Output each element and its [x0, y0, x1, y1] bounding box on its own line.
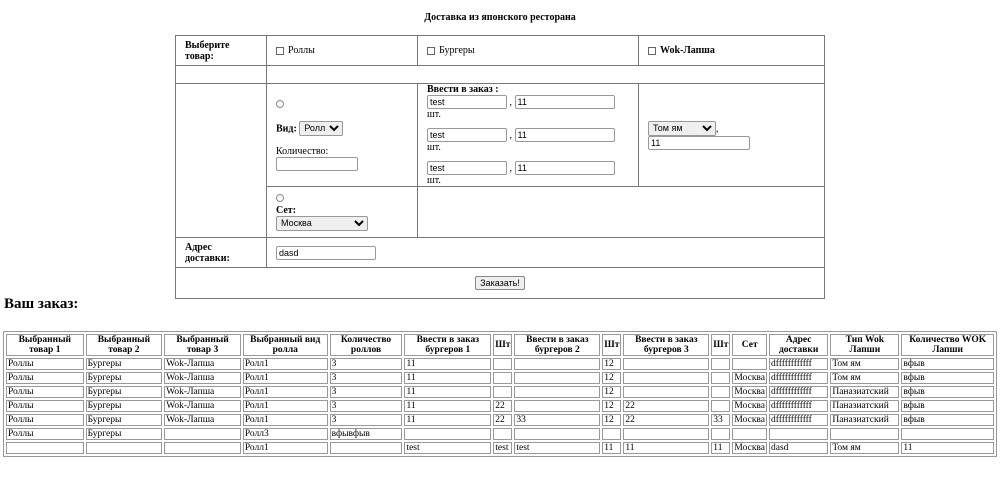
burger-3-name-input[interactable]	[427, 161, 507, 175]
comma: ,	[509, 163, 512, 174]
table-cell: Москва	[734, 373, 766, 383]
wok-type-select[interactable]	[648, 121, 716, 136]
table-cell	[830, 428, 899, 440]
table-cell	[711, 428, 730, 440]
table-cell: dffffffffffff	[769, 372, 828, 384]
table-cell	[514, 428, 600, 440]
table-cell: Wok-Лапша	[164, 400, 241, 412]
comma: ,	[509, 97, 512, 108]
table-cell	[86, 442, 163, 454]
table-cell: Ролл1	[243, 400, 328, 412]
table-cell: Wok-Лапша	[164, 358, 241, 370]
rolls-kind-radio[interactable]	[276, 100, 284, 108]
table-cell: 3	[330, 400, 403, 412]
table-cell: 3	[330, 386, 403, 398]
table-cell: 22	[493, 414, 512, 426]
table-cell: Том ям	[830, 442, 899, 454]
table-cell: Роллы	[6, 400, 84, 412]
rolls-checkbox[interactable]	[276, 47, 284, 55]
table-cell	[769, 428, 828, 440]
table-cell: 33	[514, 414, 600, 426]
table-cell: 12	[602, 400, 621, 412]
table-cell: 12	[602, 386, 621, 398]
table-cell: 22	[623, 414, 709, 426]
table-cell	[732, 358, 767, 370]
empty-cell	[418, 187, 825, 238]
table-cell: Ролл1	[243, 414, 328, 426]
rolls-label: Роллы	[288, 45, 315, 56]
table-cell: 11	[901, 442, 994, 454]
column-header: Шт	[711, 334, 730, 356]
column-header: Ввести в заказ бургеров 2	[514, 334, 600, 356]
column-header: Выбранный вид ролла	[243, 334, 328, 356]
pcs-label: шт.	[427, 175, 441, 186]
table-cell: 11	[404, 358, 491, 370]
table-row	[6, 372, 994, 384]
table-cell: Роллы	[6, 358, 84, 370]
table-cell	[602, 428, 621, 440]
table-cell: Том ям	[830, 372, 899, 384]
qty-label: Количество:	[276, 145, 329, 157]
column-header: Ввести в заказ бургеров 1	[404, 334, 491, 356]
column-header: Шт	[602, 334, 621, 356]
table-cell	[493, 428, 512, 440]
table-cell: 11	[623, 442, 709, 454]
table-cell: Москва	[734, 401, 766, 411]
column-header: Выбранный товар 1	[6, 334, 84, 356]
table-cell: Бургеры	[86, 372, 163, 384]
table-cell: Том ям	[830, 358, 899, 370]
burger-1-name-input[interactable]	[427, 95, 507, 109]
table-cell: вфыв	[901, 414, 994, 426]
table-cell: 22	[623, 400, 709, 412]
burger-2-name-input[interactable]	[427, 128, 507, 142]
product-rolls[interactable]	[267, 36, 418, 66]
table-cell	[164, 428, 241, 440]
table-cell	[901, 428, 994, 440]
column-header: Ввести в заказ бургеров 3	[623, 334, 709, 356]
address-label: Адрес доставки:	[176, 238, 267, 268]
submit-order-button[interactable]: Заказать!	[475, 276, 525, 290]
table-cell: 33	[711, 414, 730, 426]
product-wok[interactable]	[639, 36, 825, 66]
roll-kind-select[interactable]	[299, 121, 343, 136]
table-cell: Wok-Лапша	[164, 386, 241, 398]
table-cell: 11	[602, 442, 621, 454]
table-cell: test	[404, 442, 491, 454]
column-header: Количество роллов	[330, 334, 403, 356]
table-cell: 12	[602, 358, 621, 370]
table-cell	[330, 442, 403, 454]
table-row	[6, 400, 994, 412]
empty-cell	[267, 66, 825, 84]
table-cell	[6, 442, 84, 454]
page-title: Доставка из японского ресторана	[424, 12, 576, 23]
column-header: Выбранный товар 2	[86, 334, 163, 356]
table-cell: Роллы	[6, 414, 84, 426]
table-cell: Паназиатский	[830, 400, 899, 412]
table-cell: 11	[404, 414, 491, 426]
table-cell: 3	[330, 372, 403, 384]
table-cell: Москва	[734, 443, 766, 453]
comma: ,	[716, 123, 719, 134]
table-cell: Бургеры	[86, 400, 163, 412]
table-cell: 11	[404, 400, 491, 412]
table-cell: Роллы	[6, 372, 84, 384]
table-cell	[732, 428, 767, 440]
table-cell: Ролл3	[243, 428, 328, 440]
table-cell: Роллы	[6, 428, 84, 440]
table-cell: Ролл1	[243, 358, 328, 370]
table-cell: Паназиатский	[830, 386, 899, 398]
table-cell: Wok-Лапша	[164, 372, 241, 384]
column-header: Выбранный товар 3	[164, 334, 241, 356]
column-header: Количество WOK Лапши	[901, 334, 994, 356]
table-row	[6, 386, 994, 398]
column-header: Тип Wok Лапши	[830, 334, 899, 356]
table-cell: Бургеры	[86, 386, 163, 398]
table-cell: Бургеры	[86, 414, 163, 426]
table-cell: Бургеры	[86, 428, 163, 440]
burger-3-qty-input[interactable]	[515, 161, 615, 175]
table-cell: Роллы	[6, 386, 84, 398]
table-cell	[164, 442, 241, 454]
table-cell	[623, 428, 709, 440]
choose-label: Выберите товар:	[176, 36, 267, 66]
table-cell: Москва	[734, 415, 766, 425]
table-cell	[493, 358, 512, 370]
burgers-label: Бургеры	[439, 45, 475, 56]
column-header: Сет	[732, 334, 767, 356]
table-cell: 11	[711, 442, 730, 454]
table-cell: вфыв	[901, 400, 994, 412]
table-cell: 12	[602, 372, 621, 384]
table-cell: 3	[330, 358, 403, 370]
column-header: Адрес доставки	[769, 334, 828, 356]
burgers-checkbox[interactable]	[427, 47, 435, 55]
table-row	[6, 414, 994, 426]
table-cell	[623, 386, 709, 398]
wok-checkbox[interactable]	[648, 47, 656, 55]
rolls-qty-input[interactable]	[276, 157, 358, 171]
table-cell: Ролл1	[243, 386, 328, 398]
comma: ,	[509, 130, 512, 141]
table-cell: dffffffffffff	[769, 358, 828, 370]
product-burgers[interactable]	[418, 36, 639, 66]
order-form	[175, 35, 825, 299]
table-cell	[623, 372, 709, 384]
table-cell: Ролл1	[243, 372, 328, 384]
table-cell: 11	[404, 372, 491, 384]
table-cell	[514, 400, 600, 412]
burger-2-qty-input[interactable]	[515, 128, 615, 142]
burgers-label: Ввести в заказ :	[427, 84, 499, 95]
set-radio[interactable]	[276, 194, 284, 202]
table-cell	[514, 358, 600, 370]
table-cell	[711, 358, 730, 370]
table-cell	[493, 372, 512, 384]
table-cell	[493, 386, 512, 398]
table-cell: 3	[330, 414, 403, 426]
table-cell: 11	[404, 386, 491, 398]
table-cell	[514, 386, 600, 398]
table-cell	[623, 358, 709, 370]
wok-label: Wok-Лапша	[660, 45, 715, 56]
table-cell: 12	[602, 414, 621, 426]
table-cell: вфывфыв	[330, 428, 403, 440]
table-cell: dffffffffffff	[769, 400, 828, 412]
table-cell: Бургеры	[86, 358, 163, 370]
kind-label: Вид:	[276, 123, 297, 134]
table-cell	[514, 372, 600, 384]
table-cell: вфыв	[901, 358, 994, 370]
pcs-label: шт.	[427, 142, 441, 153]
wok-qty-input[interactable]	[648, 136, 750, 150]
table-cell: Паназиатский	[830, 414, 899, 426]
table-cell: вфыв	[901, 386, 994, 398]
table-cell: вфыв	[901, 372, 994, 384]
table-row	[6, 428, 994, 440]
table-cell: 22	[493, 400, 512, 412]
table-cell: dffffffffffff	[769, 386, 828, 398]
table-cell: test	[514, 442, 600, 454]
burger-1-qty-input[interactable]	[515, 95, 615, 109]
orders-table	[3, 331, 997, 457]
column-header: Шт	[493, 334, 512, 356]
orders-heading: Ваш заказ:	[4, 296, 79, 312]
pcs-label: шт.	[427, 109, 441, 120]
table-row	[6, 442, 994, 454]
table-cell	[711, 400, 730, 412]
address-input[interactable]	[276, 246, 376, 260]
set-label: Сет:	[276, 204, 297, 216]
table-cell: Wok-Лапша	[164, 414, 241, 426]
table-cell: dasd	[769, 442, 828, 454]
table-cell: Москва	[734, 387, 766, 397]
table-cell	[711, 386, 730, 398]
table-cell: dffffffffffff	[769, 414, 828, 426]
table-cell	[711, 372, 730, 384]
empty-cell	[176, 66, 267, 84]
table-row	[6, 358, 994, 370]
table-cell: test	[493, 442, 512, 454]
empty-cell	[176, 84, 267, 238]
table-cell	[404, 428, 491, 440]
set-select[interactable]	[276, 216, 368, 231]
table-cell: Ролл1	[243, 442, 328, 454]
